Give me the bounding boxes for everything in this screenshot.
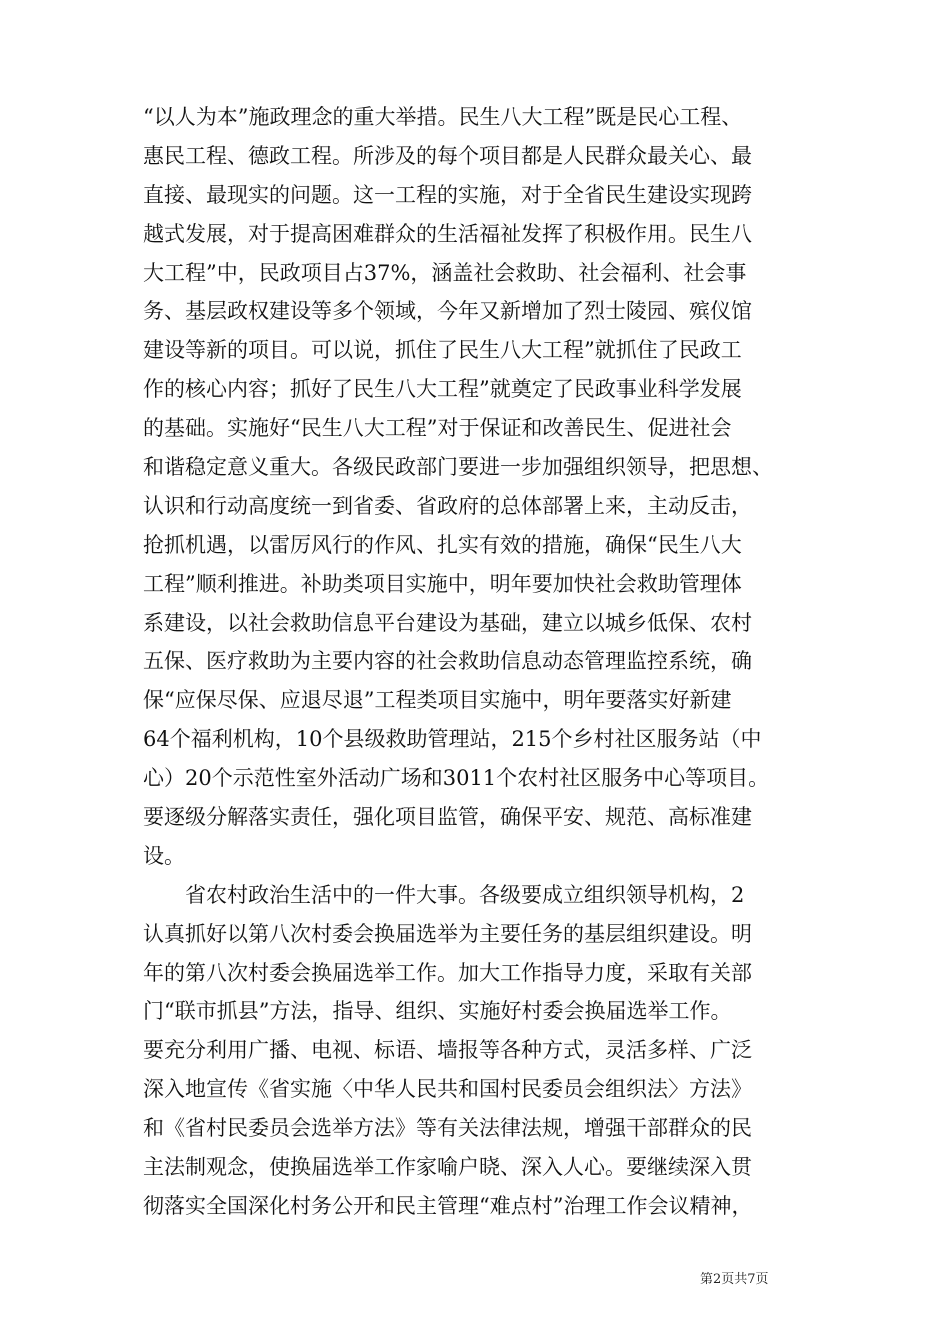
body-text (143, 98, 813, 1226)
text-line: 彻落实全国深化村务公开和民主管理“难点村”治理工作会议精神， (143, 1193, 753, 1218)
text-line: 要逐级分解落实责任，强化项目监管，确保平安、规范、高标准建 (143, 805, 752, 830)
paragraph-start-line: 省农村政治生活中的一件大事。各级要成立组织领导机构，2 (185, 882, 745, 907)
text-line: 和《省村民委员会选举方法》等有关法律法规，增强干部群众的民 (143, 1116, 752, 1141)
text-line: 年的第八次村委会换届选举工作。加大工作指导力度，采取有关部 (143, 960, 752, 985)
text-line: 务、基层政权建设等多个领域，今年又新增加了烈士陵园、殡仪馆 (143, 299, 752, 324)
text-line: 作的核心内容；抓好了民生八大工程”就奠定了民政事业科学发展 (143, 377, 742, 402)
text-line: 大工程”中，民政项目占37%，涵盖社会救助、社会福利、社会事 (143, 260, 747, 285)
text-line: 设。 (143, 843, 185, 868)
text-line: 64个福利机构，10个县级救助管理站，215个乡村社区服务站（中 (143, 727, 762, 752)
text-line: 直接、最现实的问题。这一工程的实施，对于全省民生建设实现跨 (143, 182, 752, 207)
text-line: 门“联市抓县”方法，指导、组织、实施好村委会换届选举工作。 (143, 999, 732, 1024)
text-line: 和谐稳定意义重大。各级民政部门要进一步加强组织领导，把思想、 (143, 455, 773, 480)
text-line: 越式发展，对于提高困难群众的生活福祉发挥了积极作用。民生八 (143, 221, 752, 246)
text-line: 认识和行动高度统一到省委、省政府的总体部署上来，主动反击， (143, 493, 752, 518)
text-line: 保“应保尽保、应退尽退”工程类项目实施中，明年要落实好新建 (143, 688, 732, 713)
text-line: “以人为本”施政理念的重大举措。民生八大工程”既是民心工程、 (143, 105, 743, 129)
text-line: 深入地宣传《省实施〈中华人民共和国村民委员会组织法〉方法》 (143, 1077, 752, 1102)
text-line: 建设等新的项目。可以说，抓住了民生八大工程”就抓住了民政工 (143, 338, 742, 363)
text-line: 工程”顺利推进。补助类项目实施中，明年要加快社会救助管理体 (143, 571, 742, 596)
text-line: 要充分利用广播、电视、标语、墙报等各种方式，灵活多样、广泛 (143, 1038, 752, 1063)
page-number-label: 第2页共7页 (700, 1272, 769, 1287)
text-line: 系建设，以社会救助信息平台建设为基础，建立以城乡低保、农村 (143, 610, 752, 635)
text-line: 的基础。实施好“民生八大工程”对于保证和改善民生、促进社会 (143, 416, 732, 441)
text-line: 认真抓好以第八次村委会换届选举为主要任务的基层组织建设。明 (143, 921, 752, 946)
text-line: 惠民工程、德政工程。所涉及的每个项目都是人民群众最关心、最 (143, 143, 752, 168)
text-line: 心）20个示范性室外活动广场和3011个农村社区服务中心等项目。 (143, 766, 770, 791)
text-line: 五保、医疗救助为主要内容的社会救助信息动态管理监控系统，确 (143, 649, 752, 674)
text-line: 主法制观念，使换届选举工作家喻户晓、深入人心。要继续深入贯 (143, 1155, 752, 1180)
text-line: 抢抓机遇，以雷厉风行的作风、扎实有效的措施，确保“民生八大 (143, 532, 742, 557)
